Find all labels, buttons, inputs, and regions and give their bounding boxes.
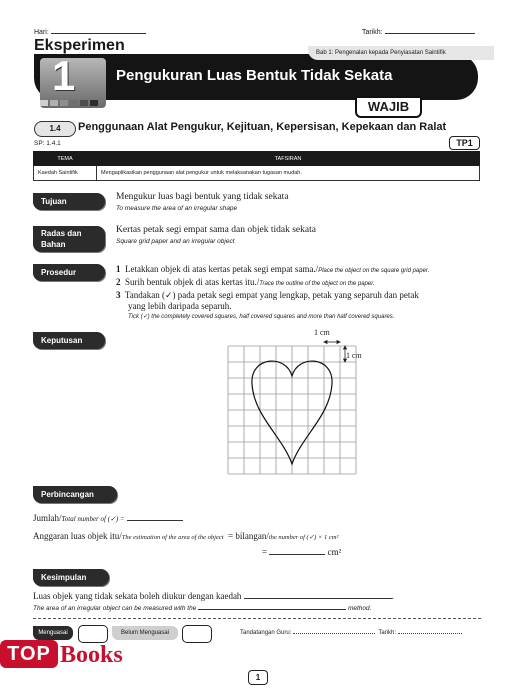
tujuan-label: Tujuan (33, 193, 105, 210)
method-field[interactable] (244, 598, 392, 599)
tujuan-translation: To measure the area of an irregular shape (116, 205, 238, 212)
list-item-translation: Tick (✓) the completely covered squares, half covered squares and more than half covered squares. (128, 314, 395, 320)
subtopic-title: Penggunaan Alat Pengukur, Kejituan, Kepersisan, Kepekaan dan Ralat (78, 121, 447, 133)
kesimpulan-label: Kesimpulan (33, 569, 109, 586)
list-item: 1 Letakkan objek di atas kertas petak segi empat sama./Place the object on the square grid paper. (116, 264, 430, 274)
grid-lines (228, 346, 356, 474)
table-cell: Mengaplikasikan penggunaan alat pengukur untuk melaksanakan tugasan mudah. (97, 166, 480, 181)
kesimpulan-text: Luas objek yang tidak sekata boleh diukur dengan kaedah . (33, 591, 394, 601)
scale-h-label: 1 cm (314, 328, 330, 337)
tarikh-label: Tarikh: (362, 29, 475, 36)
wajib-badge: WAJIB (355, 96, 422, 118)
table-header: TEMA (34, 152, 97, 166)
brand-logo-top: TOP (0, 640, 58, 668)
chapter-tag: Bab 1: Pengenalan kepada Penyiasatan Saintifik (308, 46, 494, 60)
tp-badge: TP1 (449, 136, 480, 150)
belum-checkbox[interactable] (182, 625, 212, 643)
table-row (34, 166, 480, 181)
area-field[interactable] (269, 554, 325, 555)
scale-v-label: 1 cm (346, 351, 362, 360)
list-item: 3 Tandakan (✓) pada petak segi empat yang lengkap, petak yang separuh dan petak (116, 290, 419, 300)
list-item: 2 Surih bentuk objek di atas kertas itu./Trace the outline of the object on the paper. (116, 277, 375, 287)
divider (33, 618, 481, 619)
brand-logo-books: Books (60, 642, 123, 668)
sp-code: SP: 1.4.1 (34, 140, 61, 147)
page-number: 1 (248, 670, 268, 685)
tafsiran-table (33, 151, 480, 181)
tarikh-field[interactable] (385, 33, 475, 34)
table-header: TAFSIRAN (97, 152, 480, 166)
tujuan-text: Mengukur luas bagi bentuk yang tidak sekata (116, 192, 289, 202)
menguasai-label: Menguasai (33, 626, 73, 640)
eksperimen-label: Eksperimen (34, 37, 125, 54)
radas-label: Radas dan Bahan (33, 226, 105, 252)
hari-field[interactable] (51, 33, 146, 34)
footer-date-field[interactable] (398, 633, 462, 634)
jumlah-line: Jumlah/Total number of (✓) = (33, 513, 183, 523)
experiment-number: 1 (52, 52, 76, 99)
menguasai-checkbox[interactable] (78, 625, 108, 643)
area-answer-line: = cm² (262, 547, 342, 557)
list-item-continuation: yang lebih daripada separuh. (128, 301, 232, 311)
signature-field[interactable] (293, 633, 375, 634)
grid-paper (226, 336, 358, 484)
anggaran-line: Anggaran luas objek itu/The estimation of the area of the object = bilangan/the number of (✓) × 1 cm² (33, 531, 339, 541)
prosedur-steps (116, 264, 486, 323)
tandatangan-label: Tandatangan Guru: Tarikh: (240, 630, 462, 636)
method-field-en[interactable] (198, 609, 346, 610)
belum-label: Belum Menguasai (112, 626, 178, 640)
radas-text: Kertas petak segi empat sama dan objek tidak sekata (116, 225, 316, 235)
prosedur-label: Prosedur (33, 264, 105, 281)
kesimpulan-translation: The area of an irregular object can be measured with the method. (33, 605, 372, 612)
radas-translation: Square grid paper and an irregular object (116, 238, 235, 245)
page-title: Pengukuran Luas Bentuk Tidak Sekata (116, 67, 393, 84)
keputusan-label: Keputusan (33, 332, 105, 349)
perbincangan-label: Perbincangan (33, 486, 117, 503)
table-cell: Kaedah Saintifik (34, 166, 97, 181)
subtopic-number: 1.4 (34, 121, 76, 137)
hari-label: Hari: (34, 29, 146, 36)
decor-squares (40, 100, 98, 106)
jumlah-field[interactable] (127, 520, 183, 521)
